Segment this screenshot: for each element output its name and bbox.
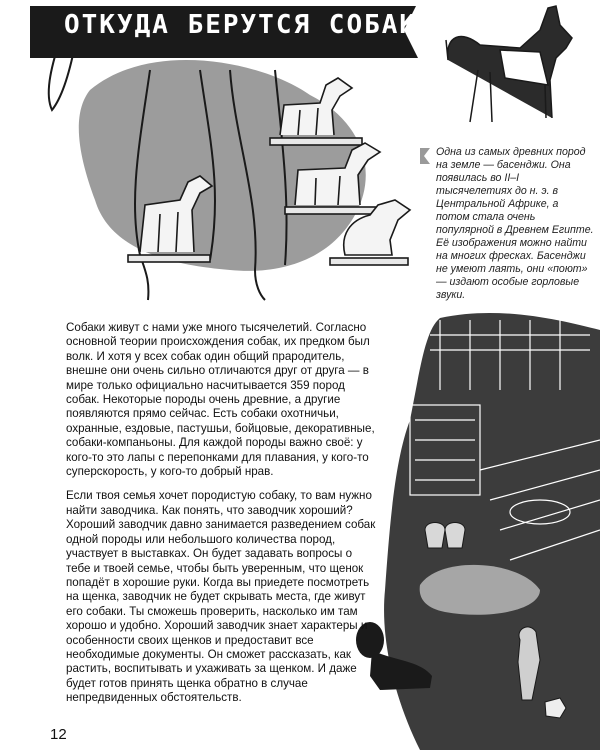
caption-arrow-icon [420, 148, 430, 164]
caption-paragraph-1: Одна из самых древних пород на земле — басенджи. Она появилась во II–I тысячелетиях до н. э. в Центральной Африке, а потом стала очень популярной в Древнем Египте. [436, 146, 594, 236]
basket-1 [425, 523, 445, 549]
shelf-3 [128, 255, 210, 262]
shelf-4 [330, 258, 408, 265]
body-paragraph-2: Если твоя семья хочет породистую собаку, то вам нужно найти заводчика. Как понять, что заводчик хороший? Хороший заводчик давно занимается разведением собак одной породы или небольшого количества пород, участвует в выставках. Он будет задавать вопросы о тебе и твоей семье, чтобы быть уверенным, что щенок попадёт в хорошие руки. Когда вы приедете посмотреть на щенка, заводчик не будет скрывать места, где живут его собаки. Ты сможешь проверить, насколько им там хорошо и удобно. Хороший заводчик знает характеры и особенности своих щенков и предоставит все необходимые документы. Он сможет рассказать, как растить, воспитывать и ухаживать за щенком. И даже будет готов принять щенка обратно в случае непредвиденных обстоятельств. [66, 489, 376, 705]
basket-2 [445, 523, 465, 549]
page-number: 12 [50, 726, 67, 743]
shelf-2 [285, 207, 377, 214]
basenji-caption [436, 146, 594, 302]
gray-blob [79, 60, 366, 271]
page-title: ОТКУДА БЕРУТСЯ СОБАКИ [64, 10, 435, 40]
article-body [66, 321, 378, 716]
body-paragraph-1: Собаки живут с нами уже много тысячелетий. Согласно основной теории происхождения собак, их предком был волк. И хотя у всех собак один общий прародитель, внешне они очень сильно отличаются друг от друга — в мире только официально насчитывается 359 пород собак. Некоторые породы очень древние, а другие появляются прямо сейчас. Есть собаки охотничьи, охранные, ездовые, пастушьи, бойцовые, декоративные, собаки-компаньоны. Для каждой породы важно своё: у кого-то это лапы с перепонками для плавания, у кого-то суперскорость, у кого-то добрый нрав. [66, 321, 375, 479]
caption-paragraph-2: Её изображения можно найти на многих фресках. Басенджи не умеют лаять, они «поют» — издают особые горловые звуки. [436, 237, 588, 301]
basenji-dog [446, 6, 572, 122]
shelf-1 [270, 138, 362, 145]
